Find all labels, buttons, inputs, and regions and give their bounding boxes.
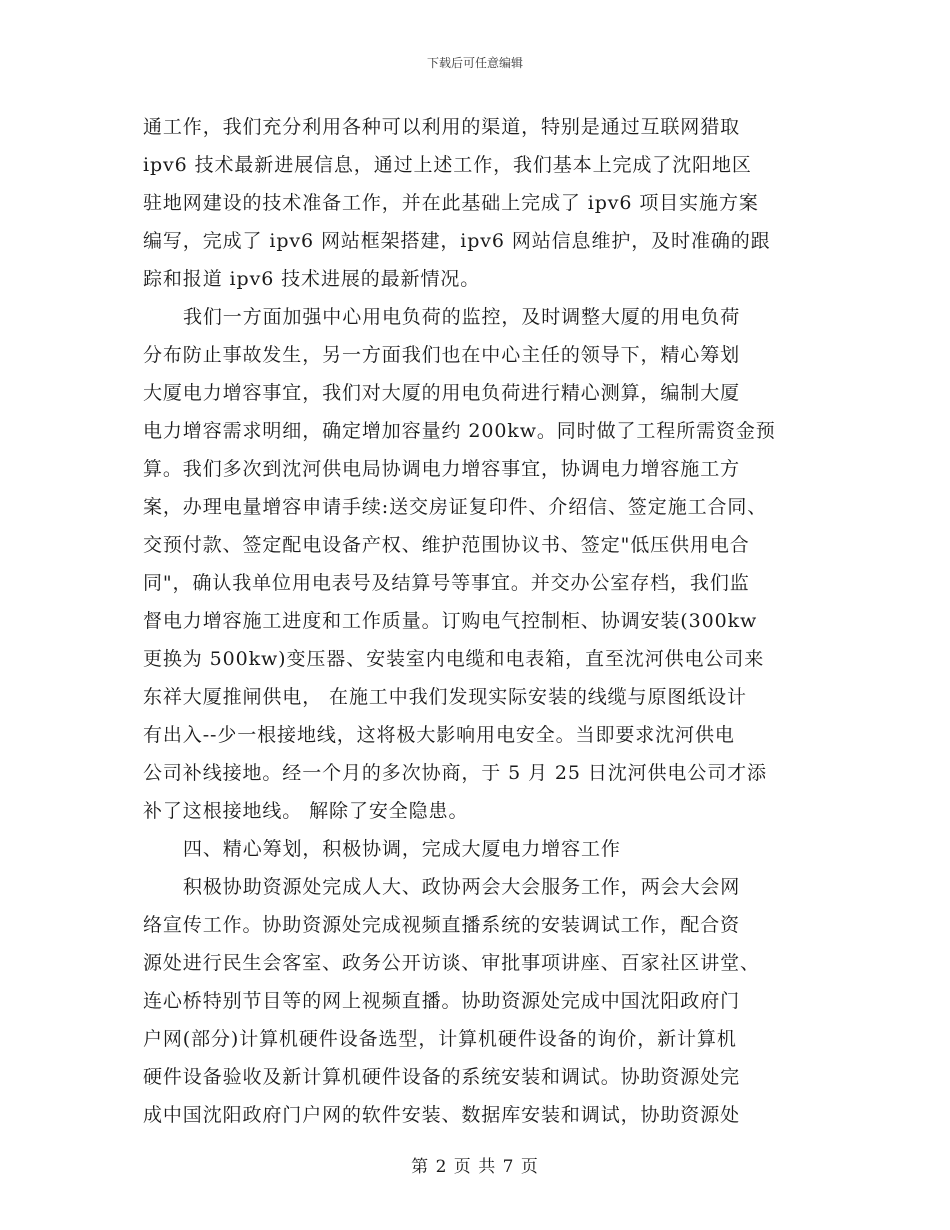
text-line: 踪和报道 ipv6 技术进展的最新情况。: [143, 268, 481, 290]
text-line: 源处进行民生会客室、政务公开访谈、审批事项讲座、百家社区讲堂、: [143, 952, 760, 974]
text-line: 案，办理电量增容申请手续:送交房证复印件、介绍信、签定施工合同、: [143, 496, 768, 518]
section-heading: 四、精心筹划，积极协调，完成大厦电力增容工作: [183, 838, 621, 860]
text-line: 通工作，我们充分利用各种可以利用的渠道，特别是通过互联网猎取: [143, 116, 741, 138]
text-line: 东祥大厦推闸供电， 在施工中我们发现实际安装的线缆与原图纸设计: [143, 686, 747, 708]
text-line: 有出入--少一根接地线，这将极大影响用电安全。当即要求沈河供电: [143, 724, 735, 746]
text-line: ipv6 技术最新进展信息，通过上述工作，我们基本上完成了沈阳地区: [143, 154, 752, 176]
text-line: 同"，确认我单位用电表号及结算号等事宜。并交办公室存档，我们监: [143, 572, 750, 594]
page-header: 下载后可任意编辑: [426, 56, 523, 70]
text-line: 大厦电力增容事宜，我们对大厦的用电负荷进行精心测算，编制大厦: [143, 382, 741, 404]
paragraph-first-line: 积极协助资源处完成人大、政协两会大会服务工作，两会大会网: [183, 876, 741, 898]
text-line: 更换为 500kw)变压器、安装室内电缆和电表箱，直至沈河供电公司来: [143, 648, 765, 670]
text-line: 交预付款、签定配电设备产权、维护范围协议书、签定"低压供用电合: [143, 534, 750, 556]
text-line: 络宣传工作。协助资源处完成视频直播系统的安装调试工作，配合资: [143, 914, 741, 936]
text-line: 督电力增容施工进度和工作质量。订购电气控制柜、协调安装(300kw: [143, 610, 758, 632]
page-number: 第 2 页 共 7 页: [411, 1157, 539, 1177]
text-line: 补了这根接地线。 解除了安全隐患。: [143, 800, 469, 822]
text-line: 连心桥特别节目等的网上视频直播。协助资源处完成中国沈阳政府门: [143, 990, 741, 1012]
text-line: 算。我们多次到沈河供电局协调电力增容事宜，协调电力增容施工方: [143, 458, 741, 480]
text-line: 公司补线接地。经一个月的多次协商，于 5 月 25 日沈河供电公司才添: [143, 762, 767, 784]
text-line: 成中国沈阳政府门户网的软件安装、数据库安装和调试，协助资源处: [143, 1104, 741, 1126]
text-line: 硬件设备验收及新计算机硬件设备的系统安装和调试。协助资源处完: [143, 1066, 741, 1088]
text-line: 分布防止事故发生，另一方面我们也在中心主任的领导下，精心筹划: [143, 344, 741, 366]
text-line: 驻地网建设的技术准备工作，并在此基础上完成了 ipv6 项目实施方案: [143, 192, 759, 214]
text-line: 编写，完成了 ipv6 网站框架搭建，ipv6 网站信息维护，及时准确的跟: [143, 230, 771, 252]
text-line: 电力增容需求明细，确定增加容量约 200kw。同时做了工程所需资金预: [143, 420, 776, 442]
body-text: [143, 108, 807, 1134]
text-line: 户网(部分)计算机硬件设备选型，计算机硬件设备的询价，新计算机: [143, 1028, 737, 1050]
paragraph-first-line: 我们一方面加强中心用电负荷的监控，及时调整大厦的用电负荷: [183, 306, 741, 328]
